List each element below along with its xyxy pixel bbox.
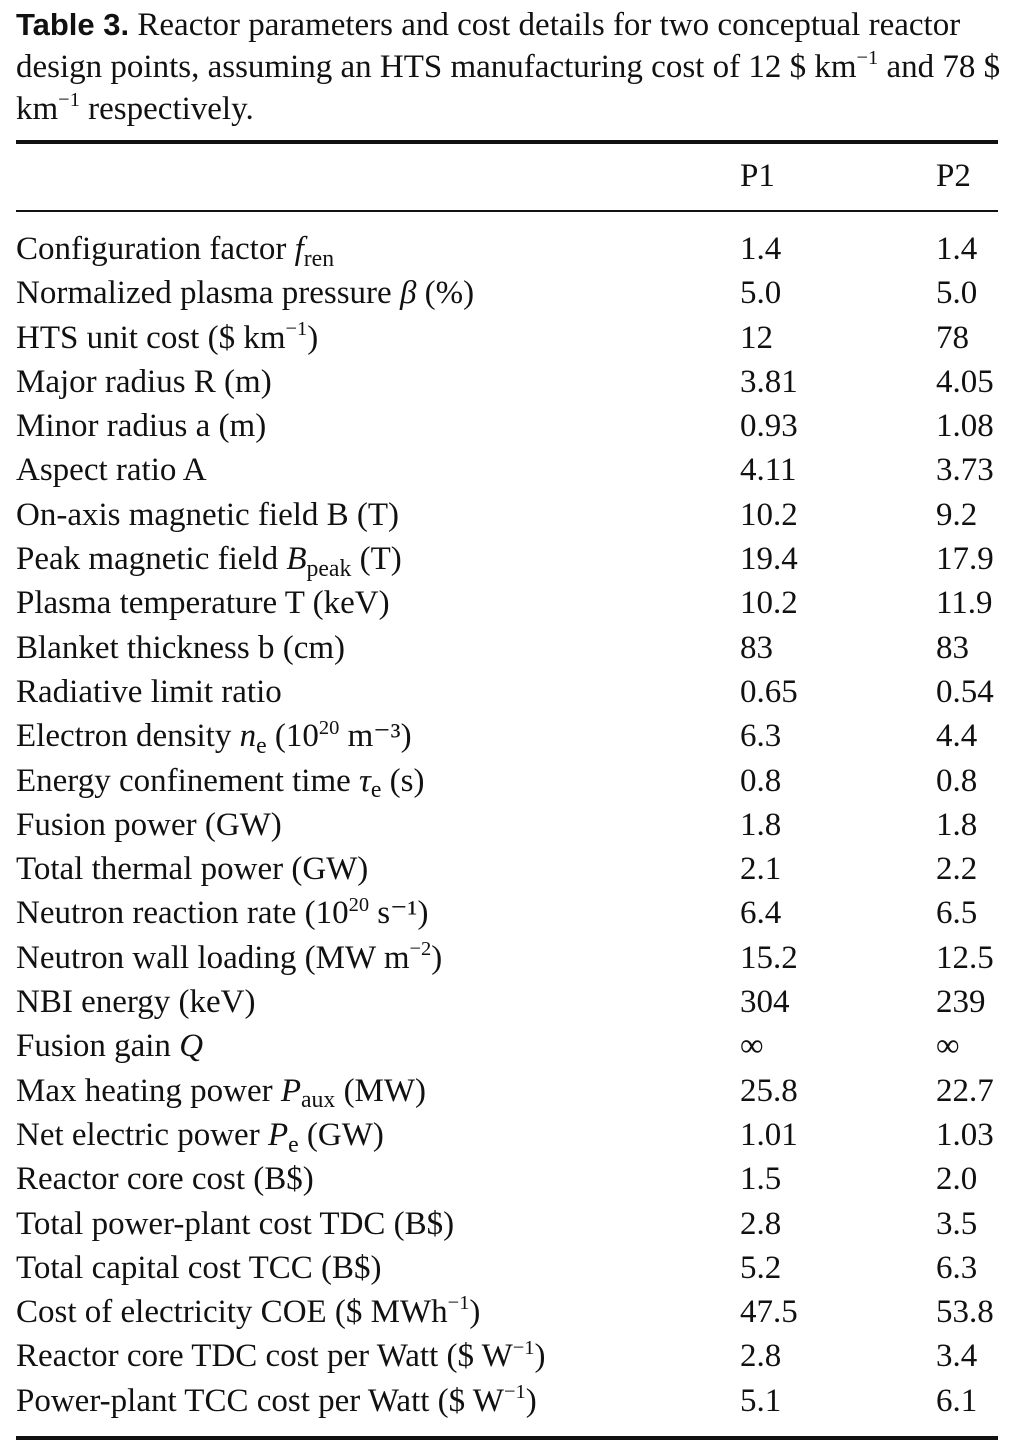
value-p2: 83 [936, 629, 969, 666]
table-row [0, 759, 1017, 803]
table-row [0, 847, 1017, 891]
table-row [0, 1113, 1017, 1157]
value-p1: 10.2 [740, 585, 798, 622]
parameter-text: (T) [351, 541, 402, 578]
parameter-text: Minor radius a (m) [16, 408, 267, 445]
value-p2: 4.05 [936, 363, 994, 400]
table-row [0, 1290, 1017, 1334]
value-p1: 0.8 [740, 762, 782, 799]
parameter-name [16, 670, 282, 714]
parameter-name [16, 626, 345, 670]
value-p2: 5.0 [936, 275, 978, 312]
value-p1: 5.1 [740, 1382, 782, 1419]
parameter-name [16, 1334, 546, 1378]
table-row [0, 1202, 1017, 1246]
parameter-name [16, 759, 424, 803]
parameter-text: ) [534, 1338, 546, 1375]
parameter-name [16, 316, 318, 360]
caption-text: and 78 $ km [16, 49, 1001, 127]
column-header-p2: P2 [936, 158, 971, 194]
parameter-superscript: −1 [447, 1292, 470, 1315]
parameter-text: Radiative limit ratio [16, 673, 282, 710]
parameter-name [16, 537, 402, 581]
parameter-text: (MW) [335, 1072, 427, 1109]
parameter-text: On-axis magnetic field B (T) [16, 496, 400, 533]
value-p1: 1.01 [740, 1116, 798, 1153]
table-header-rule [16, 210, 998, 212]
value-p1: 25.8 [740, 1072, 798, 1109]
value-p2: 1.4 [936, 231, 978, 267]
parameter-text: m⁻³) [339, 718, 412, 755]
table-row [0, 670, 1017, 714]
parameter-symbol: τ [359, 762, 371, 799]
parameter-text: Neutron wall loading (MW m [16, 939, 410, 976]
value-p1: 304 [740, 984, 790, 1021]
value-p1: 2.8 [740, 1205, 782, 1242]
table-row [0, 1246, 1017, 1290]
value-p1: 0.65 [740, 673, 798, 710]
value-p2: 3.73 [936, 452, 994, 489]
parameter-name [16, 891, 428, 935]
table-row [0, 1334, 1017, 1378]
parameter-name [16, 493, 399, 537]
table-row [0, 1024, 1017, 1068]
value-p1: ∞ [740, 1028, 764, 1065]
parameter-symbol: f [294, 231, 304, 267]
parameter-text: HTS unit cost ($ km [16, 319, 286, 356]
caption-text: Reactor parameters and cost details for two conceptual reactor design points, assuming an HTS manufacturing cost of 12 $ km [16, 7, 961, 85]
table-top-rule [16, 140, 998, 144]
table-caption [16, 4, 1006, 130]
value-p2: 6.3 [936, 1249, 978, 1286]
parameter-text: Reactor core cost (B$) [16, 1161, 314, 1198]
table-row [0, 1379, 1017, 1423]
value-p2: 4.4 [936, 718, 978, 755]
value-p2: 2.2 [936, 851, 978, 888]
value-p2: 1.08 [936, 408, 994, 445]
parameter-text: Fusion power (GW) [16, 806, 282, 843]
parameter-symbol: n [239, 718, 257, 755]
value-p2: 9.2 [936, 496, 978, 533]
parameter-subscript: ren [303, 245, 335, 272]
parameter-superscript: 20 [348, 893, 370, 916]
parameter-name [16, 227, 334, 271]
value-p1: 83 [740, 629, 773, 666]
table-row [0, 271, 1017, 315]
parameter-text: Neutron reaction rate (10 [16, 895, 349, 932]
parameter-text: ) [525, 1382, 537, 1419]
value-p2: ∞ [936, 1028, 960, 1065]
table-row [0, 626, 1017, 670]
table-row [0, 404, 1017, 448]
table-row [0, 227, 1017, 271]
caption-text: respectively. [79, 91, 254, 127]
value-p2: 0.8 [936, 762, 978, 799]
table-row [0, 537, 1017, 581]
parameter-subscript: e [256, 732, 267, 759]
parameter-superscript: −1 [503, 1381, 526, 1404]
parameter-superscript: −2 [409, 938, 432, 961]
table-row [0, 316, 1017, 360]
value-p1: 6.4 [740, 895, 782, 932]
value-p2: 3.5 [936, 1205, 978, 1242]
parameter-symbol: P [280, 1072, 302, 1109]
value-p1: 6.3 [740, 718, 782, 755]
value-p2: 22.7 [936, 1072, 994, 1109]
parameter-name [16, 1202, 454, 1246]
parameter-name [16, 360, 272, 404]
table-row [0, 980, 1017, 1024]
value-p1: 2.8 [740, 1338, 782, 1375]
parameter-subscript: e [288, 1131, 299, 1158]
caption-label: Table 3. [16, 7, 130, 42]
value-p2: 12.5 [936, 939, 994, 976]
value-p2: 17.9 [936, 541, 994, 578]
value-p1: 3.81 [740, 363, 798, 400]
parameter-symbol: β [399, 275, 417, 312]
parameter-text: Major radius R (m) [16, 363, 272, 400]
parameter-text: NBI energy (keV) [16, 984, 256, 1021]
parameter-text: (10 [266, 718, 319, 755]
parameter-symbol: B [286, 541, 307, 578]
parameter-subscript: peak [306, 555, 352, 582]
parameter-text: Total power-plant cost TDC (B$) [16, 1205, 455, 1242]
parameter-name [16, 1290, 480, 1334]
parameter-name [16, 1113, 384, 1157]
parameter-name [16, 1157, 314, 1201]
parameter-superscript: −1 [285, 317, 308, 340]
parameter-text: Plasma temperature T (keV) [16, 585, 390, 622]
parameter-text: Electron density [16, 718, 240, 755]
parameter-text: Total thermal power (GW) [16, 851, 369, 888]
table-row [0, 936, 1017, 980]
value-p1: 15.2 [740, 939, 798, 976]
value-p1: 12 [740, 319, 773, 356]
value-p1: 1.4 [740, 231, 782, 267]
parameter-subscript: aux [301, 1087, 336, 1114]
parameter-name [16, 980, 255, 1024]
parameter-text: ) [307, 319, 319, 356]
parameter-name [16, 1246, 382, 1290]
table-body [0, 227, 1017, 1423]
value-p2: 239 [936, 984, 986, 1021]
value-p2: 2.0 [936, 1161, 978, 1198]
value-p1: 0.93 [740, 408, 798, 445]
parameter-name [16, 803, 282, 847]
value-p1: 1.8 [740, 806, 782, 843]
parameter-name [16, 936, 442, 980]
parameter-symbol: Q [179, 1028, 204, 1065]
parameter-subscript: e [370, 777, 382, 804]
value-p2: 78 [936, 319, 969, 356]
parameter-text: Total capital cost TCC (B$) [16, 1249, 382, 1286]
parameter-text: Max heating power [16, 1072, 281, 1109]
table-row [0, 1069, 1017, 1113]
value-p1: 2.1 [740, 851, 782, 888]
parameter-symbol: P [267, 1116, 289, 1153]
parameter-name [16, 1024, 203, 1068]
value-p2: 6.1 [936, 1382, 978, 1419]
parameter-text: Normalized plasma pressure [16, 275, 400, 312]
parameter-text: Reactor core TDC cost per Watt ($ W [16, 1338, 513, 1375]
caption-superscript: −1 [856, 47, 879, 70]
parameter-name [16, 271, 474, 315]
value-p1: 1.5 [740, 1161, 782, 1198]
parameter-text: (%) [416, 275, 475, 312]
value-p2: 53.8 [936, 1294, 994, 1331]
table-row [0, 891, 1017, 935]
parameter-name [16, 847, 368, 891]
parameter-name [16, 448, 207, 492]
table-row [0, 581, 1017, 625]
parameter-text: (GW) [298, 1116, 384, 1153]
table-row [0, 714, 1017, 758]
parameter-name [16, 714, 412, 758]
value-p1: 10.2 [740, 496, 798, 533]
value-p1: 4.11 [740, 452, 797, 489]
parameter-text: Energy confinement time [16, 762, 360, 799]
table-row [0, 1157, 1017, 1201]
column-header-p1: P1 [740, 158, 775, 194]
parameter-text: Cost of electricity COE ($ MWh [16, 1294, 448, 1331]
value-p2: 3.4 [936, 1338, 978, 1375]
parameter-text: Net electric power [16, 1116, 268, 1153]
parameter-text: Aspect ratio A [16, 452, 207, 489]
parameter-text: ) [431, 939, 443, 976]
parameter-superscript: −1 [512, 1336, 535, 1359]
parameter-name [16, 1069, 426, 1113]
value-p2: 1.03 [936, 1116, 994, 1153]
parameter-name [16, 581, 390, 625]
parameter-name [16, 404, 266, 448]
parameter-text: Peak magnetic field [16, 541, 287, 578]
value-p2: 0.54 [936, 673, 994, 710]
value-p2: 6.5 [936, 895, 978, 932]
table-row [0, 360, 1017, 404]
table-row [0, 803, 1017, 847]
parameter-text: Fusion gain [16, 1028, 180, 1065]
table-bottom-rule [16, 1436, 998, 1440]
table-row [0, 493, 1017, 537]
value-p1: 5.0 [740, 275, 782, 312]
value-p2: 11.9 [936, 585, 993, 622]
value-p2: 1.8 [936, 806, 978, 843]
parameter-name [16, 1379, 537, 1423]
parameter-text: s⁻¹) [369, 895, 429, 932]
parameter-text: Blanket thickness b (cm) [16, 629, 346, 666]
value-p1: 47.5 [740, 1294, 798, 1331]
table-row [0, 448, 1017, 492]
parameter-text: Configuration factor [16, 231, 295, 267]
parameter-text: ) [469, 1294, 481, 1331]
parameter-text: Power-plant TCC cost per Watt ($ W [16, 1382, 504, 1419]
parameter-superscript: 20 [318, 716, 340, 739]
value-p1: 5.2 [740, 1249, 782, 1286]
parameter-text: (s) [381, 762, 425, 799]
value-p1: 19.4 [740, 541, 798, 578]
caption-superscript: −1 [58, 89, 80, 112]
